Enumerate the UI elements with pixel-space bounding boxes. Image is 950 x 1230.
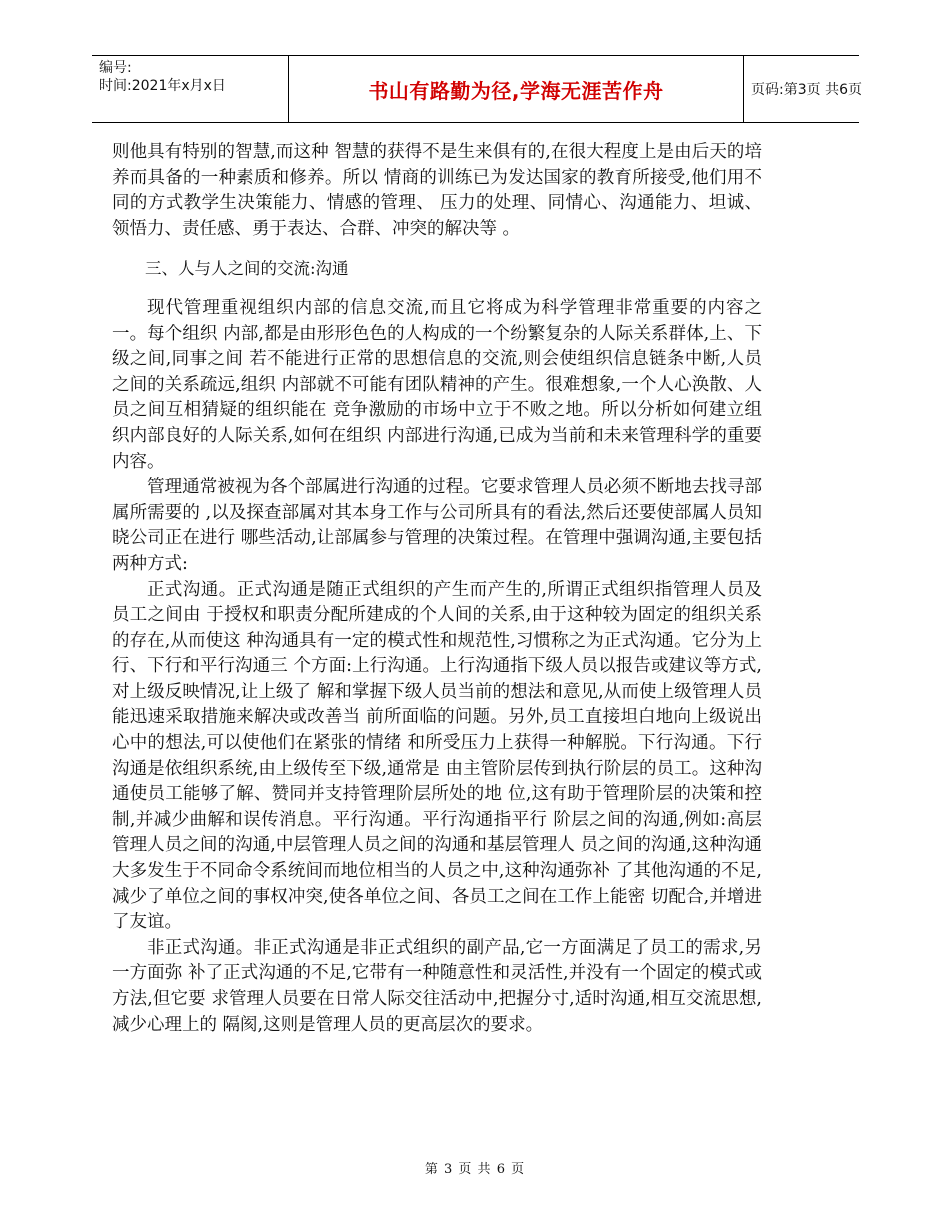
paragraph-continued: 则他具有特别的智慧,而这种 智慧的获得不是生来俱有的,在很大程度上是由后天的培养而具备的一种素质和修养。所以 情商的训练已为发达国家的教育所接受,他们用不同的方式教学生决策能力、情感的管理、 压力的处理、同情心、沟通能力、坦诚、领悟力、责任感、勇于表达、合群、冲突的解决等 。 (112, 142, 762, 239)
page-header (92, 55, 862, 123)
paragraph-informal-communication: 非正式沟通。非正式沟通是非正式组织的副产品,它一方面满足了员工的需求,另一方面弥 补了正式沟通的不足,它带有一种随意性和灵活性,并没有一个固定的模式或方法,但它要 求管理人员要在日常人际交往活动中,把握分寸,适时沟通,相互交流思想,减少心理上的 隔阂,这则是管理人员的更高层次的要求。 (112, 937, 762, 1035)
document-time-label: 时间:2021年x月x日 (99, 78, 226, 94)
paragraph-management-communication: 管理通常被视为各个部属进行沟通的过程。它要求管理人员必须不断地去找寻部属所需要的 ,以及探查部属对其本身工作与公司所具有的看法,然后还要使部属人员知晓公司正在进行 哪些活动,让部属参与管理的决策过程。在管理中强调沟通,主要包括两种方式: (112, 477, 762, 574)
page-footer (0, 1158, 950, 1177)
header-page-cell (742, 56, 862, 122)
header-motto: 书山有路勤为径,学海无涯苦作舟 (368, 78, 664, 103)
paragraph-communication-intro: 现代管理重视组织内部的信息交流,而且它将成为科学管理非常重要的内容之一。每个组织 内部,都是由形形色色的人构成的一个纷繁复杂的人际关系群体,上、下级之间,同事之间 若不能进行正常的思想信息的交流,则会使组织信息链条中断,人员之间的关系疏远,组织 内部就不可能有团队精神的产生。很难想象,一个人心涣散、人员之间互相猜疑的组织能在 竞争激励的市场中立于不败之地。所以分析如何建立组织内部良好的人际关系,如何在组织 内部进行沟通,已成为当前和未来管理科学的重要内容。 (112, 297, 762, 472)
document-number-label: 编号: (99, 60, 132, 76)
document-body (112, 140, 762, 1038)
footer-page-number: 第 3 页 共 6 页 (424, 1162, 526, 1177)
section-heading: 三、人与人之间的交流:沟通 (145, 259, 349, 279)
header-page-info: 页码:第3页 共6页 (751, 82, 862, 98)
header-meta (92, 56, 288, 122)
header-motto-cell (288, 56, 744, 122)
paragraph-formal-communication: 正式沟通。正式沟通是随正式组织的产生而产生的,所谓正式组织指管理人员及员工之间由 于授权和职责分配所建成的个人间的关系,由于这种较为固定的组织关系的存在,从而使这 种沟通具有一定的模式性和规范性,习惯称之为正式沟通。它分为上行、下行和平行沟通三 个方面:上行沟通。上行沟通指下级人员以报告或建议等方式,对上级反映情况,让上级了 解和掌握下级人员当前的想法和意见,从而使上级管理人员能迅速采取措施来解决或改善当 前所面临的问题。另外,员工直接坦白地向上级说出心中的想法,可以使他们在紧张的情绪 和所受压力上获得一种解脱。下行沟通。下行沟通是依组织系统,由上级传至下级,通常是 由主管阶层传到执行阶层的员工。这种沟通使员工能够了解、赞同并支持管理阶层所处的地 位,这有助于管理阶层的决策和控制,并减少曲解和误传消息。平行沟通。平行沟通指平行 阶层之间的沟通,例如:高层管理人员之间的沟通,中层管理人员之间的沟通和基层管理人 员之间的沟通,这种沟通大多发生于不同命令系统间而地位相当的人员之中,这种沟通弥补 了其他沟通的不足,减少了单位之间的事权冲突,使各单位之间、各员工之间在工作上能密 切配合,并增进了友谊。 (112, 579, 762, 933)
